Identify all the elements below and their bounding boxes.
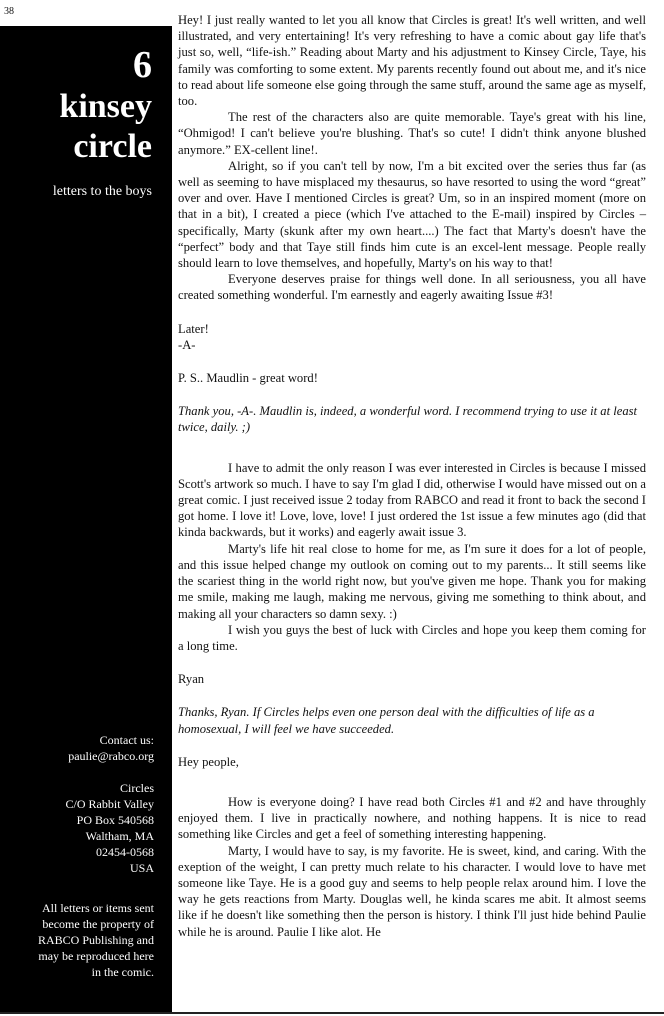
legal-line: become the property of (42, 917, 154, 931)
bottom-rule (0, 1012, 664, 1014)
legal-line: RABCO Publishing and (37, 933, 154, 947)
contact-email: paulie@rabco.org (68, 749, 154, 763)
section-subtitle: letters to the boys (52, 184, 152, 199)
letter-paragraph: Alright, so if you can't tell by now, I'm a bit excited over the series thus far (as well as seeming to have misplaced my thesaurus, so have resorted to using the word “great” over and over. Have I mentioned Circles is great? Um, so in an inspired moment (more on that in a bit), I created a piece (which I've attached to the E-mail) inspired by Circles – specifically, Marty (skunk after my own heart....) The fact that Marty's doesn't have the “perfect” body and that Taye still finds him cute is an excel-lent message. People really should learn to love themselves, and hopefully, Marty's on his way to that! (178, 158, 646, 271)
editor-reply: Thanks, Ryan. If Circles helps even one person deal with the difficulties of life as a homosexual, I will feel we have succeeded. (178, 705, 595, 736)
letter-paragraph: I have to admit the only reason I was ever interested in Circles is because I missed Scott's artwork so much. I have to say I'm glad I did, otherwise I would have missed out on a great comic. I just received issue 2 today from RABCO and read it front to back the second I got home. I love it! Love, love, love! I just ordered the 1st issue a few minutes ago (did that kinda backwards, but it works) and eagerly await issue 3. (178, 460, 646, 540)
editor-reply: Thank you, -A-. Maudlin is, indeed, a wonderful word. I recommend trying to use it at least twice, daily. ;) (178, 404, 638, 435)
address-line: USA (129, 861, 154, 875)
address-line: Circles (120, 781, 154, 795)
legal-line: may be reproduced here (38, 949, 154, 963)
address-line: PO Box 540568 (76, 813, 154, 827)
letter-paragraph: Hey! I just really wanted to let you all know that Circles is great! It's well written, and well illustrated, and very entertaining! It's very refreshing to have a comic about gay life that's just so, well, “life-ish.” Reading about Marty and his adjustment to Kinsey Circle, Taye, his family was comforting to some extent. My parents recently found out about me, and it's nice to read about life someone else going through the same stuff, around the same age as myself, too. (178, 13, 646, 109)
sidebar (0, 26, 172, 1012)
letter-signature: Ryan (178, 672, 205, 687)
contact-heading: Contact us: (99, 733, 154, 747)
legal-line: All letters or items sent (42, 901, 154, 915)
address-line: Waltham, MA (85, 829, 154, 843)
address-line: 02454-0568 (96, 845, 154, 859)
letter-signature: -A- (178, 337, 196, 352)
address-line: C/O Rabbit Valley (65, 797, 154, 811)
letter-paragraph: Everyone deserves praise for things well done. In all seriousness, you all have created something wonderful. I'm earnestly and eagerly awaiting Issue #3! (178, 272, 646, 303)
letter-postscript: P. S.. Maudlin - great word! (178, 371, 318, 386)
legal-notice (38, 900, 154, 980)
letters-column (178, 12, 646, 940)
letter-signoff: Later! (178, 321, 209, 336)
page-number: 38 (4, 6, 14, 17)
letter-paragraph: How is everyone doing? I have read both Circles #1 and #2 and have throughly enjoyed them. I live in practically nowhere, and nothing happens. It is nice to read something like Circles and get a feel of something interesting happening. (178, 794, 646, 842)
section-title-line2: circle (73, 128, 152, 165)
letter-paragraph: I wish you guys the best of luck with Circles and hope you keep them coming for a long time. (178, 622, 646, 653)
letter-paragraph: Marty's life hit real close to home for me, as I'm sure it does for a lot of people, and this issue helped change my outlook on coming out to my parents... It still seems like the scariest thing in the world right now, but you've given me hope. Thank you for making me smile, making me laugh, making me nervous, giving me something to think about, and making all your characters so damn sexy. :) (178, 541, 646, 621)
legal-line: in the comic. (91, 965, 154, 979)
contact-block (66, 732, 154, 876)
section-title-line1: kinsey (59, 88, 152, 125)
letter-paragraph: Marty, I would have to say, is my favorite. He is sweet, kind, and caring. With the exeption of the weight, I can pretty much relate to his character. I would love to have met someone like Taye. He is a good guy and seems to help people relax around him. I love the way he gets reactions from Marty. Douglas well, he kinda scares me abit. It almost seems like if he doesn't like something then the person is history. I think I'll just hide behind Paulie while he is around. Paulie I like alot. He (178, 843, 646, 939)
letter-greeting: Hey people, (178, 754, 239, 769)
issue-number: 6 (133, 44, 152, 86)
letter-paragraph: The rest of the characters also are quite memorable. Taye's great with his line, “Ohmigod! I can't believe you're blushing. That's so cute! I didn't think anyone blushed anymore.” EX-cellent line!. (178, 110, 646, 157)
